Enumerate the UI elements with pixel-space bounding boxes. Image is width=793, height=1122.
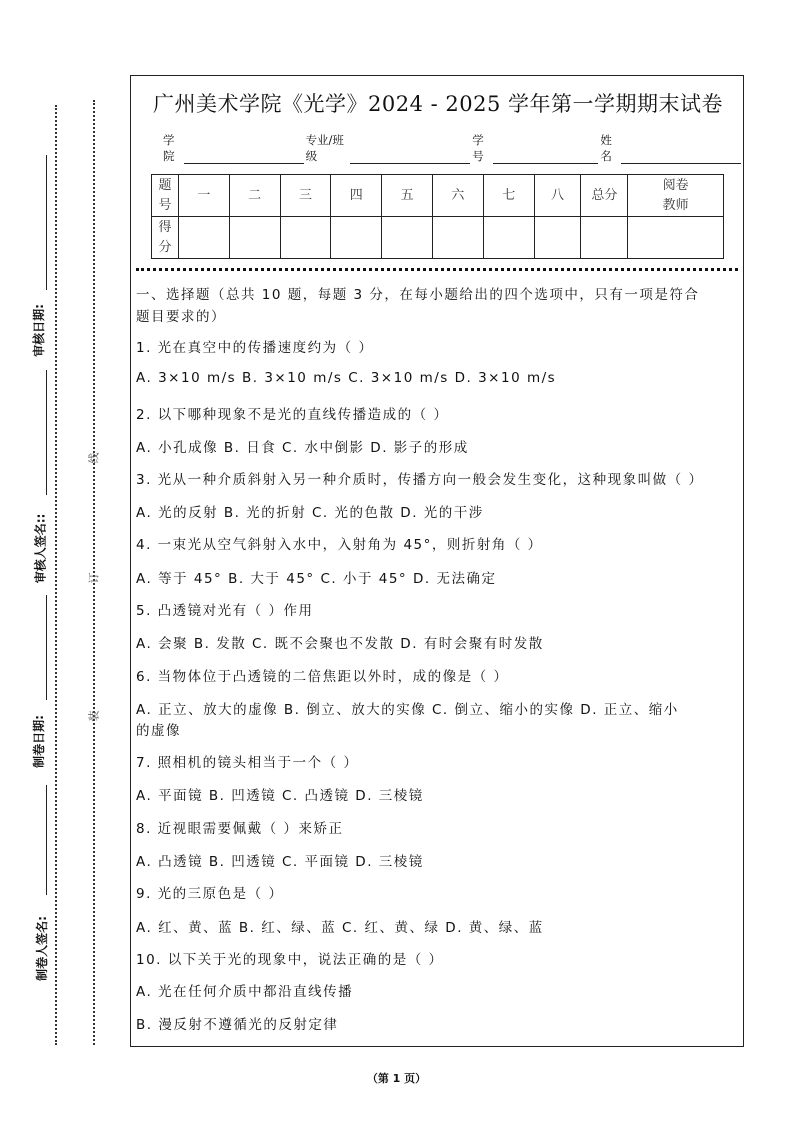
answer-options: A. 正立、放大的虚像 B. 倒立、放大的实像 C. 倒立、缩小的实像 D. 正立、缩小 (136, 702, 679, 718)
reviewer-sign-label: 审核人签名:: (33, 513, 48, 584)
dotted-separator (136, 268, 738, 271)
bind-char-zhuang: 装 (87, 710, 101, 722)
score-cell[interactable] (229, 217, 280, 259)
answer-options: A. 会聚 B. 发散 C. 既不会聚也不发散 D. 有时会聚有时发散 (136, 636, 544, 652)
score-header-cell: 四 (331, 175, 382, 217)
score-header-cell: 六 (433, 175, 484, 217)
score-cell[interactable] (331, 217, 382, 259)
student-id-label: 学号 (472, 133, 484, 163)
make-date-label: 制卷日期: (31, 715, 46, 768)
student-info-row (163, 132, 743, 164)
make-date-line (46, 595, 47, 700)
question-stem: 9. 光的三原色是（ ） (136, 886, 284, 902)
score-cell[interactable] (534, 217, 581, 259)
answer-options: A. 平面镜 B. 凹透镜 C. 凸透镜 D. 三棱镜 (136, 788, 424, 804)
score-header-cell: 七 (483, 175, 534, 217)
question-stem: 1. 光在真空中的传播速度约为（ ） (136, 340, 374, 356)
maker-sign-label: 制卷人签名: (34, 916, 49, 981)
score-row-label: 得 分 (152, 217, 179, 259)
answer-options: A. 等于 45° B. 大于 45° C. 小于 45° D. 无法确定 (136, 571, 497, 587)
page-number: （第 1 页） (366, 1072, 427, 1085)
review-date-label: 审核日期: (31, 304, 46, 357)
score-header-cell: 阅卷 教师 (628, 175, 724, 217)
name-label: 姓名 (600, 133, 612, 163)
exam-title: 广州美术学院《光学》2024 - 2025 学年第一学期期末试卷 (152, 92, 723, 116)
major-field[interactable] (350, 150, 470, 164)
score-header-cell: 三 (280, 175, 331, 217)
name-field[interactable] (621, 150, 741, 164)
score-cell[interactable] (280, 217, 331, 259)
question-stem: 2. 以下哪种现象不是光的直线传播造成的（ ） (136, 407, 449, 423)
answer-options: A. 光在任何介质中都沿直线传播 (136, 984, 354, 1000)
score-cell[interactable] (628, 217, 724, 259)
question-stem: 10. 以下关于光的现象中，说法正确的是（ ） (136, 952, 444, 968)
answer-options: A. 凸透镜 B. 凹透镜 C. 平面镜 D. 三棱镜 (136, 854, 424, 870)
section-heading: 一、选择题（总共 10 题，每题 3 分，在每小题给出的四个选项中，只有一项是符合 (136, 287, 700, 303)
review-date-line (46, 155, 47, 290)
question-stem: 4. 一束光从空气斜射入水中，入射角为 45°，则折射角（ ） (136, 537, 543, 553)
section-heading: 的虚像 (136, 723, 181, 739)
score-table-score-row (152, 217, 724, 259)
bind-char-line: 线 (87, 452, 101, 464)
answer-options: A. 光的反射 B. 光的折射 C. 光的色散 D. 光的干涉 (136, 505, 484, 521)
score-header-cell: 总分 (581, 175, 628, 217)
major-label: 专业/班级 (305, 133, 344, 163)
reviewer-sign-line (46, 370, 47, 495)
score-header-cell: 八 (534, 175, 581, 217)
question-stem: 6. 当物体位于凸透镜的二倍焦距以外时，成的像是（ ） (136, 669, 509, 685)
score-header-cell: 二 (229, 175, 280, 217)
college-field[interactable] (184, 150, 304, 164)
question-stem: 3. 光从一种介质斜射入另一种介质时，传播方向一般会发生变化，这种现象叫做（ ） (136, 472, 704, 488)
binding-dotted-line-outer (55, 105, 57, 1045)
score-header-cell: 五 (382, 175, 433, 217)
score-cell[interactable] (483, 217, 534, 259)
answer-options: B. 漫反射不遵循光的反射定律 (136, 1017, 339, 1033)
score-header-cell: 一 (178, 175, 229, 217)
question-stem: 7. 照相机的镜头相当于一个（ ） (136, 755, 359, 771)
answer-options: A. 小孔成像 B. 日食 C. 水中倒影 D. 影子的形成 (136, 440, 469, 456)
answer-options: A. 3×10 m/s B. 3×10 m/s C. 3×10 m/s D. 3×10 m/s (136, 370, 557, 386)
college-label: 学院 (163, 133, 175, 163)
score-cell[interactable] (382, 217, 433, 259)
score-cell[interactable] (178, 217, 229, 259)
question-stem: 8. 近视眼需要佩戴（ ）来矫正 (136, 821, 344, 837)
score-table-header-row (152, 175, 724, 217)
score-cell[interactable] (581, 217, 628, 259)
maker-sign-line (46, 785, 47, 895)
score-table (151, 174, 724, 259)
score-header-cell: 题 号 (152, 175, 179, 217)
bind-char-ding: 订 (87, 572, 101, 584)
question-stem: 5. 凸透镜对光有（ ）作用 (136, 603, 314, 619)
section-heading: 题目要求的） (136, 309, 226, 325)
answer-options: A. 红、黄、蓝 B. 红、绿、蓝 C. 红、黄、绿 D. 黄、绿、蓝 (136, 920, 544, 936)
exam-frame (130, 75, 744, 1047)
score-cell[interactable] (433, 217, 484, 259)
student-id-field[interactable] (493, 150, 599, 164)
